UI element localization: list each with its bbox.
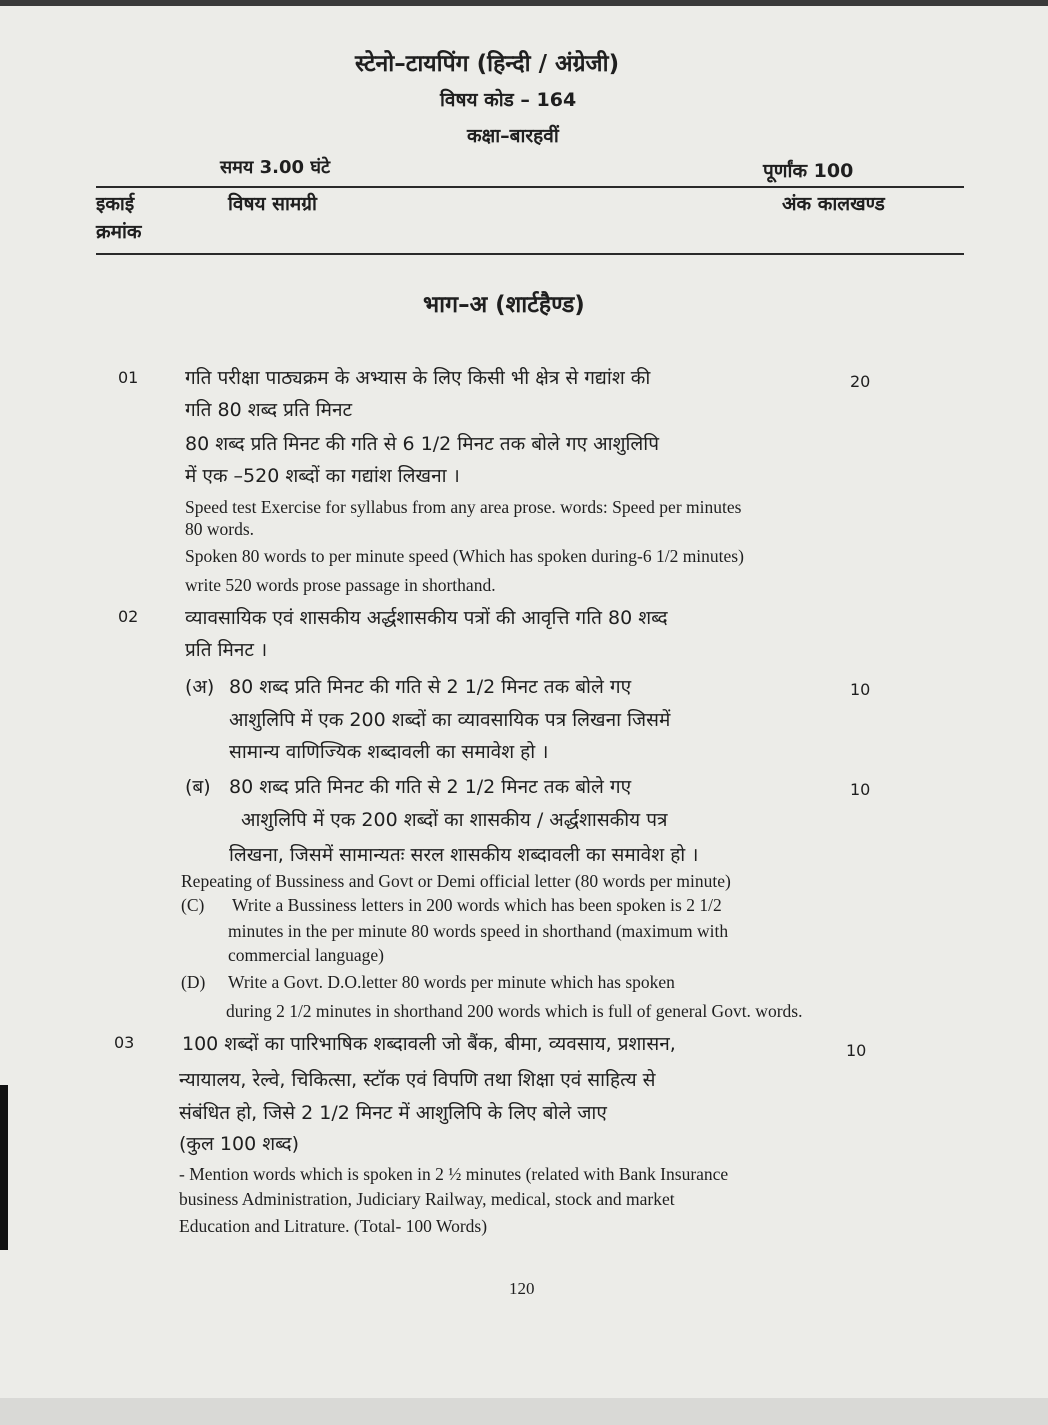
scan-binding-shadow	[0, 1085, 8, 1250]
unit-header-line2: क्रमांक	[96, 221, 142, 243]
unit-header-line1: इकाई	[96, 193, 135, 215]
unit-text-line: (कुल 100 शब्द)	[179, 1133, 299, 1155]
sub-item-line: सामान्य वाणिज्यिक शब्दावली का समावेश हो ।	[229, 741, 549, 763]
unit-english-line: - Mention words which is spoken in 2 ½ minutes (related with Bank Insurance	[179, 1164, 729, 1184]
scan-top-edge	[0, 0, 1048, 6]
sub-item-line: 80 शब्द प्रति मिनट की गति से 2 1/2 मिनट तक बोले गए	[229, 676, 632, 698]
time-label: समय 3.00 घंटे	[220, 157, 331, 178]
unit-english-line: Education and Litrature. (Total- 100 Words)	[179, 1216, 488, 1236]
unit-text-line: व्यावसायिक एवं शासकीय अर्द्धशासकीय पत्रों की आवृत्ति गति 80 शब्द	[185, 607, 668, 629]
document-title: स्टेनो–टायपिंग (हिन्दी / अंग्रेजी)	[355, 51, 620, 77]
content-header: विषय सामग्री	[228, 193, 317, 215]
sub-item-marks: 10	[850, 780, 871, 799]
unit-english-line: write 520 words prose passage in shorthand.	[185, 575, 496, 595]
unit-english-line: commercial language)	[228, 945, 384, 965]
sub-item-line: 80 शब्द प्रति मिनट की गति से 2 1/2 मिनट तक बोले गए	[229, 776, 632, 798]
sub-item-line: आशुलिपि में एक 200 शब्दों का व्यावसायिक पत्र लिखना जिसमें	[229, 709, 671, 731]
section-title: भाग–अ (शार्टहैण्ड)	[423, 292, 585, 318]
unit-text-line: गति 80 शब्द प्रति मिनट	[185, 399, 353, 421]
unit-text-line: 80 शब्द प्रति मिनट की गति से 6 1/2 मिनट तक बोले गए आशुलिपि	[185, 433, 660, 455]
unit-english-line: business Administration, Judiciary Railway, medical, stock and market	[179, 1189, 675, 1209]
unit-text-line: गति परीक्षा पाठ्यक्रम के अभ्यास के लिए किसी भी क्षेत्र से गद्यांश की	[185, 367, 651, 389]
english-sub-label: (C)	[181, 895, 205, 915]
unit-english-line: Write a Govt. D.O.letter 80 words per minute which has spoken	[228, 972, 675, 992]
unit-english-line: minutes in the per minute 80 words speed in shorthand (maximum with	[228, 921, 729, 941]
marks-header: अंक कालखण्ड	[782, 193, 885, 215]
unit-text-line: में एक –520 शब्दों का गद्यांश लिखना ।	[185, 465, 460, 487]
page-number: 120	[509, 1279, 535, 1298]
sub-item-label: (अ)	[185, 676, 215, 698]
unit-english-line: Repeating of Bussiness and Govt or Demi official letter (80 words per minute)	[181, 871, 731, 891]
sub-item-line: आशुलिपि में एक 200 शब्दों का शासकीय / अर्द्धशासकीय पत्र	[241, 809, 668, 831]
unit-english-line: 80 words.	[185, 519, 255, 539]
subject-code: विषय कोड – 164	[440, 89, 577, 111]
english-sub-label: (D)	[181, 972, 206, 992]
unit-english-line: during 2 1/2 minutes in shorthand 200 words which is full of general Govt. words.	[226, 1001, 803, 1021]
unit-number: 02	[118, 607, 139, 626]
sub-item-label: (ब)	[185, 776, 211, 798]
unit-number: 01	[118, 368, 139, 387]
unit-english-line: Spoken 80 words to per minute speed (Which has spoken during-6 1/2 minutes)	[185, 546, 744, 566]
header-rule-bottom	[96, 253, 964, 255]
sub-item-marks: 10	[850, 680, 871, 699]
unit-number: 03	[114, 1033, 135, 1052]
class-label: कक्षा–बारहवीं	[467, 125, 559, 147]
unit-text-line: संबंधित हो, जिसे 2 1/2 मिनट में आशुलिपि के लिए बोले जाए	[179, 1102, 607, 1124]
unit-marks: 20	[850, 372, 871, 391]
unit-marks: 10	[846, 1041, 867, 1060]
unit-english-line: Write a Bussiness letters in 200 words which has been spoken is 2 1/2	[232, 895, 722, 915]
unit-text-line: न्यायालय, रेल्वे, चिकित्सा, स्टॉक एवं विपणि तथा शिक्षा एवं साहित्य से	[179, 1069, 656, 1091]
max-marks-label: पूर्णांक 100	[763, 160, 854, 182]
unit-english-line: Speed test Exercise for syllabus from any area prose. words: Speed per minutes	[185, 497, 742, 517]
unit-text-line: 100 शब्दों का पारिभाषिक शब्दावली जो बैंक, बीमा, व्यवसाय, प्रशासन,	[182, 1033, 676, 1055]
header-rule-top	[96, 186, 964, 188]
sub-item-line: लिखना, जिसमें सामान्यतः सरल शासकीय शब्दावली का समावेश हो ।	[229, 844, 699, 866]
unit-text-line: प्रति मिनट ।	[185, 639, 268, 661]
